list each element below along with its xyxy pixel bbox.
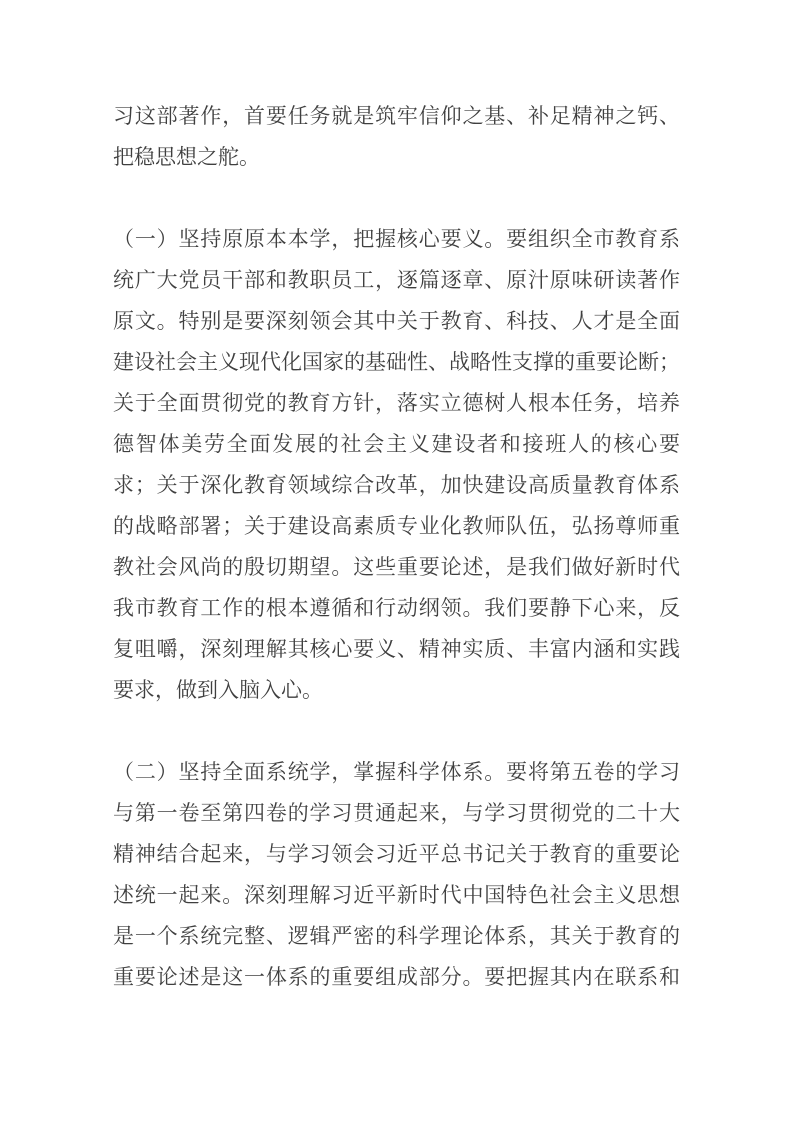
text-block — [113, 96, 680, 998]
text-line: 的战略部署；关于建设高素质专业化教师队伍，弘扬尊师重 — [113, 514, 680, 538]
text-line: 我市教育工作的根本遵循和行动纲领。我们要静下心来，反 — [113, 596, 680, 620]
text-line: 述统一起来。深刻理解习近平新时代中国特色社会主义思想 — [113, 883, 680, 907]
text-line: 原文。特别是要深刻领会其中关于教育、科技、人才是全面 — [113, 309, 680, 333]
text-line: 重要论述是这一体系的重要组成部分。要把握其内在联系和 — [113, 965, 680, 989]
text-line: 把稳思想之舵。 — [113, 145, 260, 169]
text-line: 建设社会主义现代化国家的基础性、战略性支撑的重要论断； — [113, 350, 680, 374]
text-line: 是一个系统完整、逻辑严密的科学理论体系，其关于教育的 — [113, 924, 680, 948]
text-line: 与第一卷至第四卷的学习贯通起来，与学习贯彻党的二十大 — [113, 801, 680, 825]
text-line: 精神结合起来，与学习领会习近平总书记关于教育的重要论 — [113, 842, 680, 866]
paragraph-section-two — [113, 752, 680, 998]
text-line: 要求，做到入脑入心。 — [113, 678, 323, 702]
text-line: 复咀嚼，深刻理解其核心要义、精神实质、丰富内涵和实践 — [113, 637, 680, 661]
text-line: （一）坚持原原本本学，把握核心要义。要组织全市教育系 — [113, 227, 680, 251]
text-line: 统广大党员干部和教职员工，逐篇逐章、原汁原味研读著作 — [113, 268, 680, 292]
text-line: 习这部著作，首要任务就是筑牢信仰之基、补足精神之钙、 — [113, 104, 680, 128]
text-line: 求；关于深化教育领域综合改革，加快建设高质量教育体系 — [113, 473, 680, 497]
text-line: （二）坚持全面系统学，掌握科学体系。要将第五卷的学习 — [113, 760, 680, 784]
text-line: 教社会风尚的殷切期望。这些重要论述，是我们做好新时代 — [113, 555, 680, 579]
text-line: 德智体美劳全面发展的社会主义建设者和接班人的核心要 — [113, 432, 680, 456]
paragraph-section-one — [113, 219, 680, 711]
text-line: 关于全面贯彻党的教育方针，落实立德树人根本任务，培养 — [113, 391, 680, 415]
paragraph-continuation — [113, 96, 680, 178]
